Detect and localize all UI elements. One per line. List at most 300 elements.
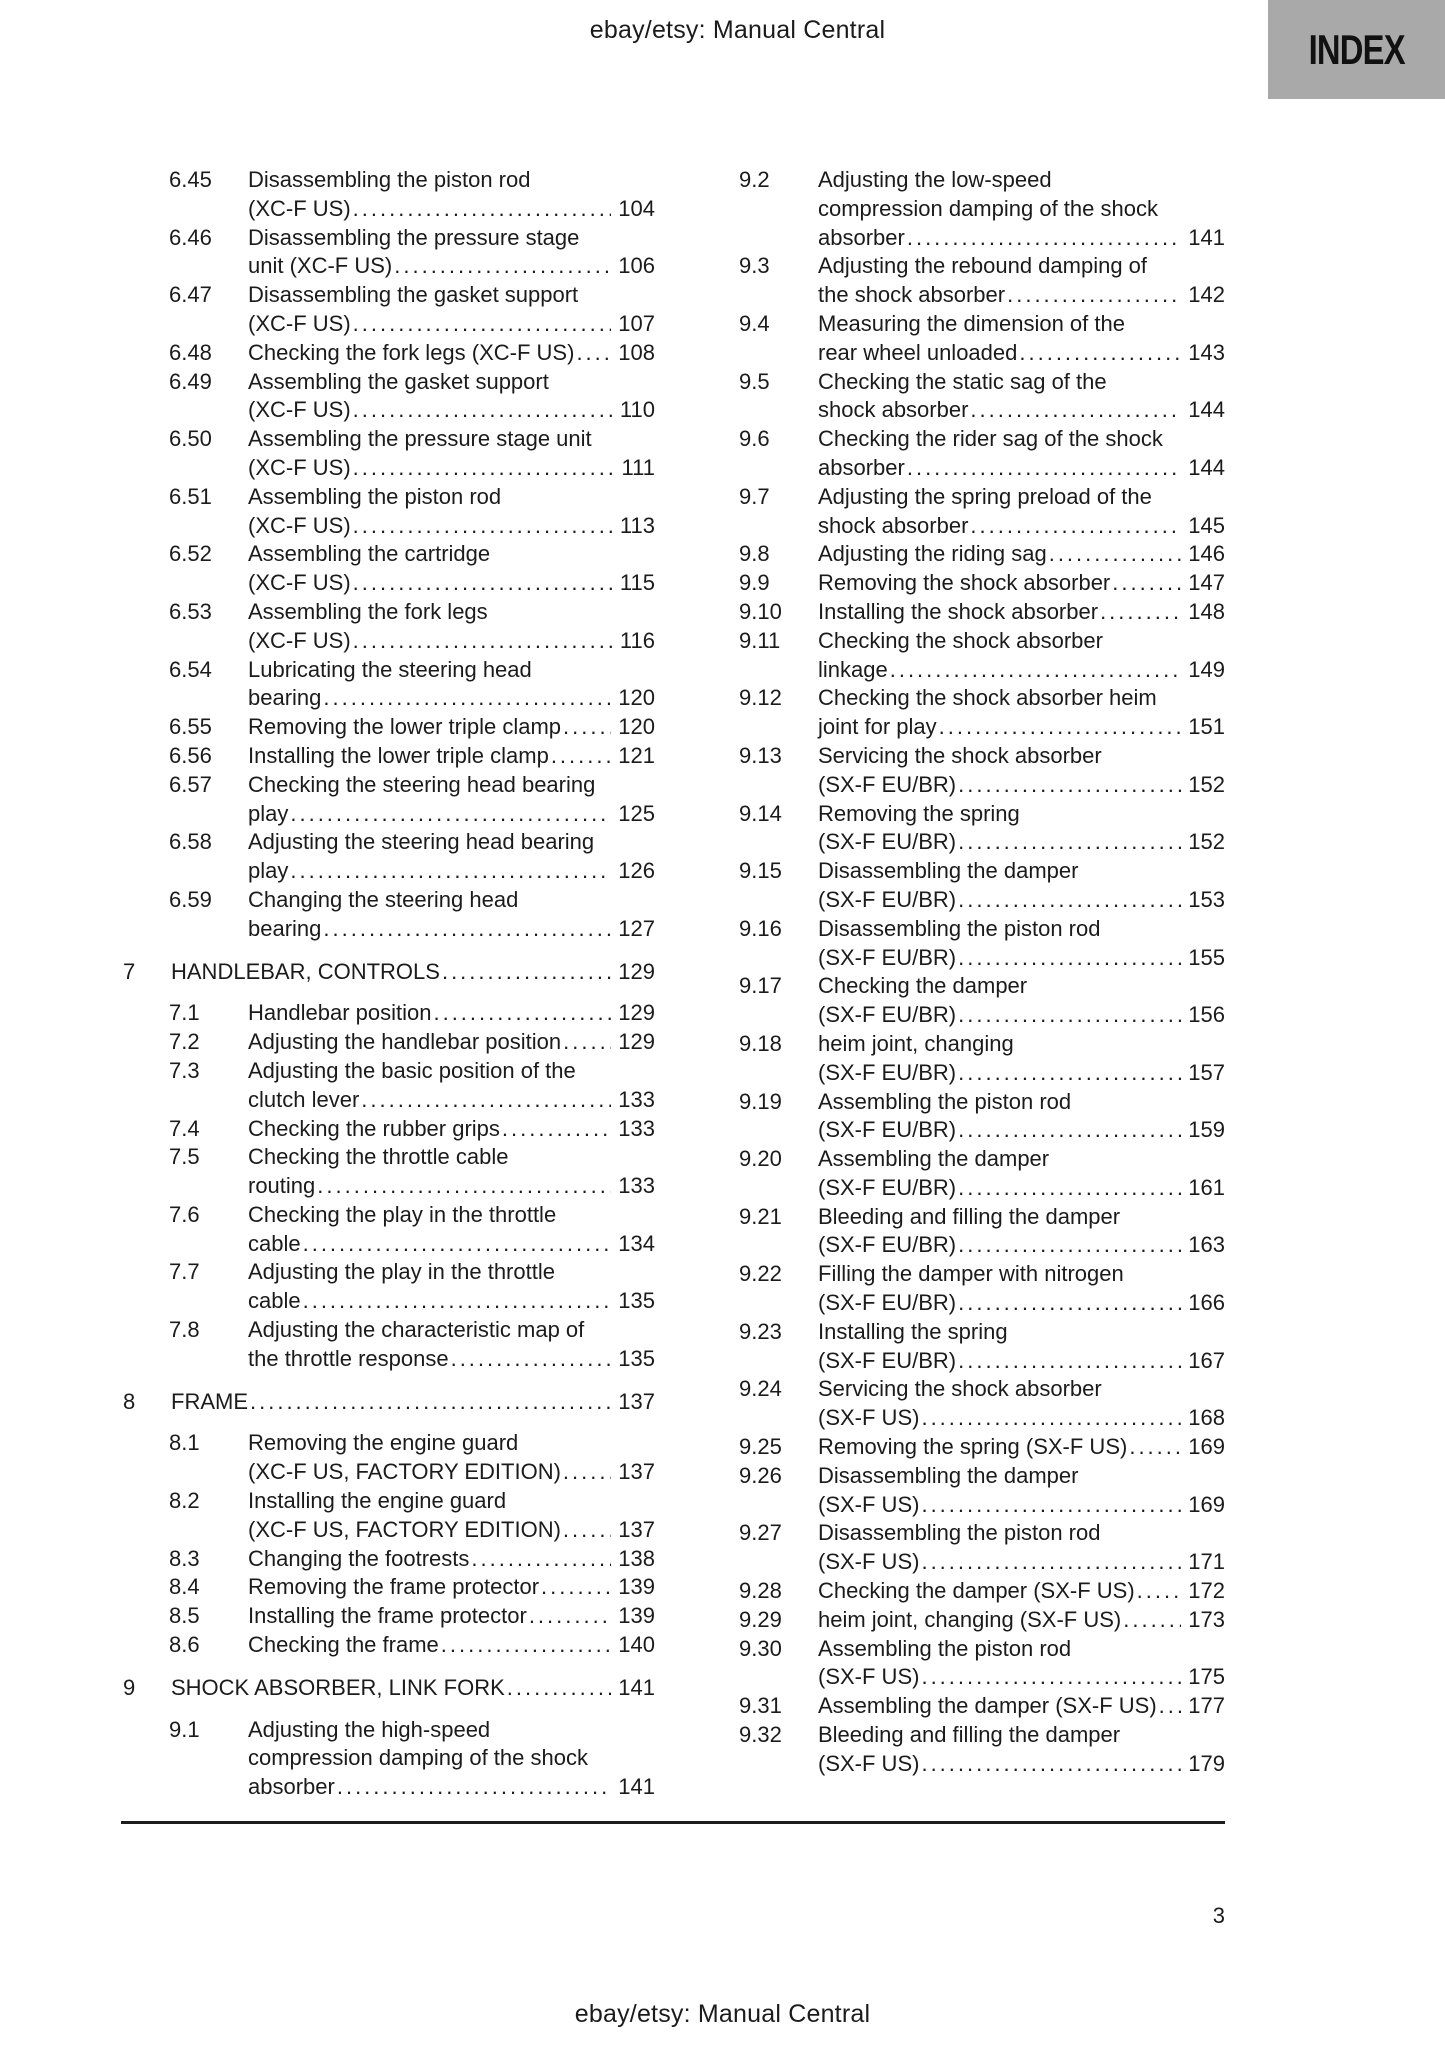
entry-title-line: Assembling the gasket support (248, 368, 549, 394)
entry-title-line: Removing the frame protector (248, 1574, 540, 1600)
entry-number: 9.32 (739, 1722, 782, 1748)
entry-lastline (248, 800, 655, 829)
entry-body (818, 915, 1225, 973)
entry-lastline (248, 1230, 655, 1259)
entry-number: 6.46 (169, 224, 212, 250)
entry-number: 6.48 (169, 339, 212, 365)
entry-body (248, 1316, 655, 1374)
entry-title-line: Adjusting the steering head bearing (248, 829, 595, 855)
entry-page: 156 (1188, 1002, 1225, 1028)
entry-title-line: Checking the throttle cable (248, 1144, 509, 1170)
entry-number: 6.55 (169, 714, 212, 740)
dot-leader (321, 684, 611, 713)
entry-lastline (248, 310, 655, 339)
entry-page: 139 (618, 1574, 655, 1600)
entry-lastline (818, 540, 1225, 569)
dot-leader (888, 656, 1182, 685)
entry-number: 8.4 (169, 1574, 200, 1600)
toc-entry (691, 1375, 1225, 1433)
entry-body (248, 1258, 655, 1316)
entry-page: 147 (1188, 570, 1225, 596)
entry-number: 8.3 (169, 1545, 200, 1571)
entry-body (818, 1577, 1225, 1606)
entry-page: 137 (618, 1516, 655, 1542)
entry-page: 129 (618, 1029, 655, 1055)
entry-title-line: Checking the steering head bearing (248, 771, 596, 797)
toc-entry (691, 1260, 1225, 1318)
entry-title-line: bearing (248, 685, 322, 711)
entry-page: 129 (618, 1000, 655, 1026)
entry-number: 9.1 (169, 1716, 200, 1742)
entry-body (248, 1573, 655, 1602)
entry-number: 9.21 (739, 1203, 782, 1229)
entry-title-line: (SX-F EU/BR) (818, 829, 957, 855)
entry-body (248, 771, 655, 829)
entry-page: 157 (1188, 1059, 1225, 1085)
dot-leader (301, 1230, 612, 1259)
toc-entry (121, 166, 655, 224)
entry-title-line: absorber (818, 224, 905, 250)
dot-leader (1121, 1606, 1181, 1635)
entry-body (248, 1631, 655, 1660)
toc-entry (691, 857, 1225, 915)
entry-lastline (818, 1404, 1225, 1433)
dot-leader (439, 1631, 612, 1660)
entry-page: 144 (1188, 454, 1225, 480)
entry-page: 171 (1188, 1549, 1225, 1575)
entry-title-line: Adjusting the basic position of the (248, 1057, 576, 1083)
entry-page: 163 (1188, 1232, 1225, 1258)
entry-title-line: Checking the shock absorber (818, 627, 1103, 653)
entry-number: 8.5 (169, 1603, 200, 1629)
entry-title-line: (SX-F EU/BR) (818, 1117, 957, 1143)
entry-page: 133 (618, 1173, 655, 1199)
entry-number: 9.5 (739, 368, 770, 394)
toc-entry (691, 915, 1225, 973)
entry-page: 133 (618, 1115, 655, 1141)
entry-body (248, 224, 655, 282)
entry-title-line: (SX-F US) (818, 1405, 920, 1431)
entry-title-line: Checking the shock absorber heim (818, 685, 1157, 711)
entry-title-line: heim joint, changing (818, 1030, 1014, 1056)
entry-title-line: shock absorber (818, 512, 969, 538)
entry-title-line: Disassembling the piston rod (818, 915, 1101, 941)
entry-lastline (248, 1028, 655, 1057)
entry-lastline (248, 1573, 655, 1602)
dot-leader (549, 742, 611, 771)
entry-title-line: (SX-F US) (818, 1549, 920, 1575)
entry-lastline (818, 886, 1225, 915)
entry-title-line: (SX-F EU/BR) (818, 1002, 957, 1028)
entry-number: 6.49 (169, 368, 212, 394)
entry-page: 129 (618, 958, 655, 984)
entry-page: 145 (1188, 512, 1225, 538)
entry-title-line: (XC-F US) (248, 310, 351, 336)
toc-entry (121, 1429, 655, 1487)
dot-leader (1005, 281, 1181, 310)
dot-leader (351, 195, 612, 224)
toc-entry (121, 1487, 655, 1545)
dot-leader (919, 1548, 1181, 1577)
toc-entry (121, 1057, 655, 1115)
dot-leader (392, 252, 611, 281)
toc-entry (691, 742, 1225, 800)
entry-page: 153 (1188, 886, 1225, 912)
entry-lastline (818, 656, 1225, 685)
entry-number: 7.8 (169, 1317, 200, 1343)
entry-body (818, 1260, 1225, 1318)
entry-lastline (248, 1773, 655, 1802)
entry-page: 168 (1188, 1405, 1225, 1431)
entry-number: 8.6 (169, 1632, 200, 1658)
entry-lastline (818, 1231, 1225, 1260)
entry-body (818, 627, 1225, 685)
toc-entry (691, 483, 1225, 541)
entry-lastline (248, 713, 655, 742)
entry-body (248, 1602, 655, 1631)
entry-title-line: (XC-F US) (248, 195, 351, 221)
entry-title-line: Assembling the cartridge (248, 541, 491, 567)
entry-number: 6.50 (169, 426, 212, 452)
entry-lastline (818, 569, 1225, 598)
entry-lastline (248, 1345, 655, 1374)
entry-page: 177 (1188, 1693, 1225, 1719)
entry-body (818, 857, 1225, 915)
entry-title-line: compression damping of the shock (248, 1745, 588, 1771)
footer-rule (121, 1821, 1225, 1824)
entry-title-line: Adjusting the high-speed (248, 1716, 491, 1742)
dot-leader (335, 1773, 611, 1802)
entry-number: 9.3 (739, 253, 770, 279)
entry-title-line: absorber (248, 1774, 335, 1800)
dot-leader (351, 396, 613, 425)
entry-body (818, 1318, 1225, 1376)
dot-leader (919, 1404, 1181, 1433)
entry-number: 6.47 (169, 282, 212, 308)
entry-lastline (818, 713, 1225, 742)
dot-leader (561, 713, 611, 742)
entry-number: 9.13 (739, 742, 782, 768)
dot-leader (351, 512, 613, 541)
entry-lastline (818, 396, 1225, 425)
entry-lastline (818, 454, 1225, 483)
entry-page: 115 (619, 570, 655, 596)
entry-lastline (818, 1433, 1225, 1462)
entry-title-line: Removing the shock absorber (818, 570, 1111, 596)
entry-number: 9.17 (739, 973, 782, 999)
dot-leader (561, 1516, 611, 1545)
entry-title-line: Changing the footrests (248, 1545, 470, 1571)
entry-body (248, 166, 655, 224)
entry-page: 113 (619, 512, 655, 538)
entry-lastline (818, 598, 1225, 627)
entry-number: 9.30 (739, 1635, 782, 1661)
entry-number: 8 (123, 1388, 136, 1414)
entry-body (818, 598, 1225, 627)
entry-number: 9.16 (739, 915, 782, 941)
toc-entry (691, 425, 1225, 483)
entry-number: 7.7 (169, 1259, 200, 1285)
entry-title-line: (XC-F US) (248, 512, 351, 538)
toc-entry (121, 1631, 655, 1660)
entry-title-line: rear wheel unloaded (818, 339, 1018, 365)
entry-body (248, 1487, 655, 1545)
entry-number: 6.58 (169, 829, 212, 855)
entry-lastline (818, 1548, 1225, 1577)
entry-body (818, 1606, 1225, 1635)
entry-page: 144 (1188, 397, 1225, 423)
entry-title-line: Checking the rider sag of the shock (818, 426, 1163, 452)
entry-number: 9.6 (739, 426, 770, 452)
dot-leader (1017, 339, 1181, 368)
entry-number: 9.29 (739, 1606, 782, 1632)
entry-number: 7.4 (169, 1115, 200, 1141)
entry-number: 9.20 (739, 1146, 782, 1172)
entry-body (818, 972, 1225, 1030)
entry-page: 137 (618, 1459, 655, 1485)
entry-number: 7.6 (169, 1201, 200, 1227)
entry-lastline (248, 1545, 655, 1574)
entry-page: 121 (618, 742, 655, 768)
entry-title-line: Disassembling the damper (818, 858, 1079, 884)
entry-lastline (248, 1287, 655, 1316)
entry-body (818, 368, 1225, 426)
entry-lastline (171, 1388, 655, 1417)
entry-title-line: Adjusting the riding sag (818, 541, 1047, 567)
entry-body (818, 1635, 1225, 1693)
entry-number: 9.4 (739, 310, 770, 336)
entry-body (818, 1519, 1225, 1577)
toc-entry (691, 1721, 1225, 1779)
dot-leader (561, 1028, 611, 1057)
entry-page: 175 (1188, 1664, 1225, 1690)
entry-title-line: routing (248, 1173, 316, 1199)
dot-leader (248, 1388, 611, 1417)
dot-leader (351, 454, 615, 483)
entry-page: 152 (1188, 829, 1225, 855)
entry-body (818, 1203, 1225, 1261)
dot-leader (359, 1086, 611, 1115)
entry-page: 152 (1188, 771, 1225, 797)
entry-number: 9.18 (739, 1030, 782, 1056)
entry-number: 9.15 (739, 858, 782, 884)
dot-leader (956, 944, 1181, 973)
entry-page: 140 (618, 1632, 655, 1658)
entry-title-line: play (248, 800, 289, 826)
entry-page: 107 (618, 310, 655, 336)
entry-lastline (248, 512, 655, 541)
entry-number: 6.45 (169, 167, 212, 192)
entry-title-line: Adjusting the characteristic map of (248, 1317, 585, 1343)
entry-number: 6.57 (169, 771, 212, 797)
entry-number: 6.53 (169, 598, 212, 624)
entry-number: 9 (123, 1674, 136, 1700)
entry-body (818, 800, 1225, 858)
entry-title-line: unit (XC-F US) (248, 253, 393, 279)
entry-title-line: Adjusting the play in the throttle (248, 1259, 555, 1285)
toc-entry (121, 1602, 655, 1631)
entry-title-line: clutch lever (248, 1086, 360, 1112)
toc-entry (691, 1519, 1225, 1577)
entry-body (818, 166, 1225, 252)
entry-page: 125 (618, 800, 655, 826)
entry-title-line: play (248, 858, 289, 884)
dot-leader (905, 224, 1181, 253)
entry-body (248, 1545, 655, 1574)
dot-leader (937, 713, 1182, 742)
entry-body (248, 540, 655, 598)
entry-body (248, 1201, 655, 1259)
dot-leader (440, 958, 611, 987)
entry-title-line: Filling the damper with nitrogen (818, 1261, 1124, 1287)
entry-lastline (818, 339, 1225, 368)
entry-title-line: Installing the shock absorber (818, 598, 1099, 624)
entry-body (248, 1716, 655, 1802)
entry-body (818, 1030, 1225, 1088)
entry-body (818, 569, 1225, 598)
entry-lastline (818, 1663, 1225, 1692)
footer-site-label: ebay/etsy: Manual Central (574, 2000, 871, 2028)
entry-body (248, 368, 655, 426)
dot-leader (1098, 598, 1181, 627)
entry-number: 9.12 (739, 685, 782, 711)
entry-body (248, 1057, 655, 1115)
entry-number: 9.7 (739, 483, 770, 509)
entry-number: 9.19 (739, 1088, 782, 1114)
entry-page: 133 (618, 1086, 655, 1112)
entry-page: 138 (618, 1545, 655, 1571)
entry-lastline (818, 1692, 1225, 1721)
entry-title-line: Checking the fork legs (XC-F US) (248, 339, 575, 365)
entry-title-line: joint for play (818, 714, 937, 740)
entry-title-line: Assembling the pressure stage unit (248, 426, 592, 452)
dot-leader (1157, 1692, 1182, 1721)
toc-entry (121, 483, 655, 541)
entry-title-line: (XC-F US, FACTORY EDITION) (248, 1516, 561, 1542)
toc-entry (121, 1573, 655, 1602)
toc-entry (691, 166, 1225, 252)
entry-body (171, 958, 655, 987)
entry-title-line: Assembling the piston rod (248, 483, 502, 509)
index-tab (1268, 0, 1445, 99)
toc-entry (121, 656, 655, 714)
entry-body (171, 1674, 655, 1703)
toc-entry (691, 310, 1225, 368)
dot-leader (351, 310, 612, 339)
entry-lastline (818, 1001, 1225, 1030)
toc-entry (691, 1462, 1225, 1520)
entry-number: 7.5 (169, 1144, 200, 1170)
entry-title-line: Checking the frame (248, 1632, 439, 1658)
entry-title-line: Adjusting the low-speed (818, 167, 1052, 192)
entry-number: 6.59 (169, 886, 212, 912)
entry-body (818, 1145, 1225, 1203)
entry-body (818, 1088, 1225, 1146)
entry-page: 106 (618, 253, 655, 279)
dot-leader (1110, 569, 1181, 598)
entry-number: 9.27 (739, 1520, 782, 1546)
entry-number: 9.11 (739, 627, 781, 653)
entry-lastline (248, 252, 655, 281)
entry-lastline (818, 281, 1225, 310)
toc-entry (121, 598, 655, 656)
entry-title-line: Disassembling the piston rod (248, 167, 531, 192)
entry-page: 155 (1188, 944, 1225, 970)
dot-leader (968, 396, 1181, 425)
dot-leader (956, 1001, 1181, 1030)
entry-page: 142 (1188, 282, 1225, 308)
entry-page: 169 (1188, 1434, 1225, 1460)
entry-body (818, 1375, 1225, 1433)
entry-title-line: Disassembling the damper (818, 1462, 1079, 1488)
entry-title-line: Checking the play in the throttle (248, 1201, 557, 1227)
entry-page: 116 (619, 627, 655, 653)
entry-body (248, 713, 655, 742)
entry-lastline (248, 1631, 655, 1660)
entry-body (248, 828, 655, 886)
dot-leader (288, 800, 611, 829)
toc-entry (121, 368, 655, 426)
toc-entry (121, 1143, 655, 1201)
entry-body (248, 999, 655, 1028)
entry-number: 9.24 (739, 1376, 782, 1402)
entry-title-line: the shock absorber (818, 282, 1006, 308)
entry-title-line: Assembling the damper (SX-F US) (818, 1693, 1157, 1719)
entry-number: 7 (123, 958, 136, 984)
toc-entry (691, 1088, 1225, 1146)
entry-body (248, 1429, 655, 1487)
toc-entry (121, 771, 655, 829)
entry-lastline (818, 1606, 1225, 1635)
entry-title-line: HANDLEBAR, CONTROLS (171, 958, 440, 984)
toc-entry (691, 598, 1225, 627)
entry-number: 9.22 (739, 1261, 782, 1287)
toc-entry (691, 1606, 1225, 1635)
entry-lastline (248, 454, 655, 483)
entry-lastline (818, 944, 1225, 973)
entry-page: 104 (618, 195, 655, 221)
toc-entry (121, 1716, 655, 1802)
toc-entry (121, 999, 655, 1028)
entry-lastline (248, 999, 655, 1028)
entry-title-line: (SX-F EU/BR) (818, 886, 957, 912)
toc-column-left (121, 166, 655, 1802)
toc-entry (691, 1635, 1225, 1693)
entry-body (818, 540, 1225, 569)
entry-body (818, 1433, 1225, 1462)
dot-leader (919, 1491, 1181, 1520)
entry-body (248, 281, 655, 339)
toc-column-right (691, 166, 1225, 1779)
dot-leader (469, 1545, 611, 1574)
entry-body (818, 310, 1225, 368)
entry-lastline (818, 1577, 1225, 1606)
dot-leader (956, 1116, 1181, 1145)
entry-title-line: Checking the damper (SX-F US) (818, 1578, 1135, 1604)
entry-page: 108 (618, 339, 655, 365)
entry-number: 8.1 (169, 1430, 200, 1456)
entry-body (818, 1462, 1225, 1520)
toc-entry (691, 800, 1225, 858)
entry-number: 6.54 (169, 656, 212, 682)
entry-page: 135 (618, 1345, 655, 1371)
entry-page: 141 (618, 1674, 655, 1700)
dot-leader (288, 857, 611, 886)
entry-body (171, 1388, 655, 1417)
toc-entry (121, 1258, 655, 1316)
entry-page: 135 (618, 1288, 655, 1314)
entry-title-line: Handlebar position (248, 1000, 432, 1026)
